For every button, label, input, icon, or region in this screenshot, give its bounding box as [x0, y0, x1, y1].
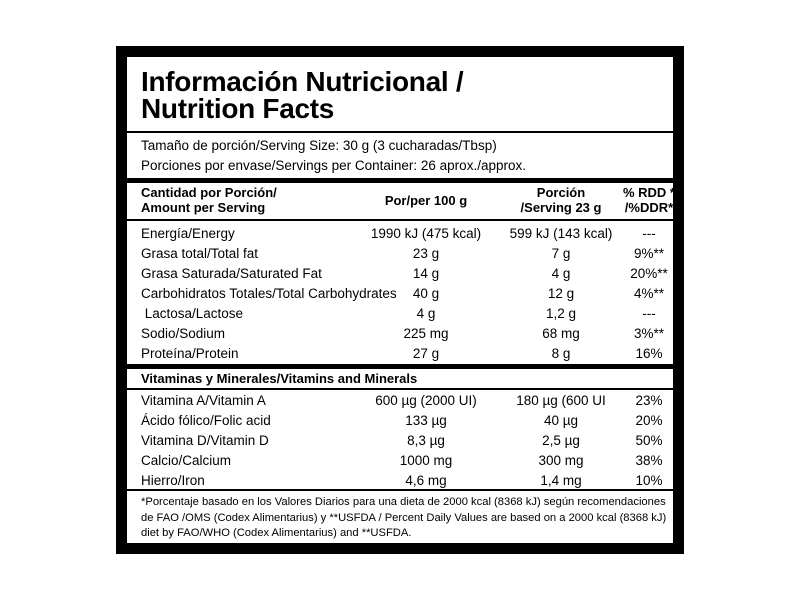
- nutrient-per100: 40 g: [412, 286, 440, 301]
- serving-size: Tamaño de porción/Serving Size: 30 g (3 cucharadas/Tbsp): [141, 138, 497, 153]
- nutrient-rdd: 9%**: [633, 246, 665, 261]
- nutrient-rdd: 16%: [635, 346, 663, 361]
- vitamin-per100: 1000 mg: [399, 453, 453, 468]
- nutrient-per100: 1990 kJ (475 kcal): [370, 226, 482, 241]
- nutrient-name: Energía/Energy: [141, 226, 235, 241]
- label-title: [141, 68, 463, 122]
- nutrient-name: Lactosa/Lactose: [141, 306, 244, 321]
- nutrient-rdd: ---: [642, 226, 656, 241]
- nutrient-serving: 8 g: [551, 346, 571, 361]
- vitamin-serving: 1,4 mg: [540, 473, 582, 488]
- nutrient-name: Carbohidratos Totales/Total Carbohydrates: [141, 286, 397, 301]
- vitamin-serving: 40 µg: [543, 413, 579, 428]
- nutrient-serving: 12 g: [547, 286, 575, 301]
- header-rdd: [605, 185, 693, 215]
- vitamin-rdd: 20%: [635, 413, 663, 428]
- header-col1-line1: Cantidad por Porción/: [141, 185, 277, 200]
- vitamin-serving: 180 µg (600 UI: [516, 393, 606, 408]
- nutrient-per100: 27 g: [412, 346, 440, 361]
- divider-vitamins: [127, 388, 673, 390]
- vitamin-per100: 4,6 mg: [405, 473, 447, 488]
- header-col3-line1: Porción: [536, 185, 586, 200]
- vitamin-rdd: 10%: [635, 473, 663, 488]
- vitamin-rdd: 38%: [635, 453, 663, 468]
- divider-footnote: [127, 489, 673, 491]
- header-per-100g: Por/per 100 g: [384, 193, 468, 208]
- vitamin-per100: 600 µg (2000 UI): [375, 393, 477, 408]
- divider-header-body: [127, 219, 673, 221]
- nutrient-per100: 4 g: [416, 306, 436, 321]
- header-col3-line2: /Serving 23 g: [520, 200, 602, 215]
- nutrient-name: Proteína/Protein: [141, 346, 239, 361]
- vitamin-per100: 8,3 µg: [407, 433, 445, 448]
- footnote: *Porcentaje basado en los Valores Diarios para una dieta de 2000 kcal (8368 kJ) según recomendaciones de FAO /OMS (Codex Alimentarius) y **USFDA / Percent Daily Values are based on a 2000 kcal (8368 kJ) diet by FAO/WHO (Codex Alimentarius) and **USFDA.: [141, 496, 667, 539]
- header-col4-line2: /%DDR*: [624, 200, 674, 215]
- vitamin-name: Vitamina D/Vitamin D: [141, 433, 269, 448]
- nutrient-name: Grasa total/Total fat: [141, 246, 259, 261]
- vitamin-name: Vitamina A/Vitamin A: [141, 393, 266, 408]
- nutrient-per100: 225 mg: [403, 326, 449, 341]
- vitamin-name: Hierro/Iron: [141, 473, 205, 488]
- nutrient-serving: 7 g: [551, 246, 571, 261]
- divider-thick-header: [127, 178, 673, 183]
- nutrient-rdd: 3%**: [633, 326, 665, 341]
- servings-per-container: Porciones por envase/Servings per Container: 26 aprox./approx.: [141, 158, 526, 173]
- vitamin-rdd: 23%: [635, 393, 663, 408]
- vitamin-serving: 2,5 µg: [542, 433, 580, 448]
- nutrient-per100: 14 g: [412, 266, 440, 281]
- vitamin-name: Calcio/Calcium: [141, 453, 232, 468]
- nutrient-name: Sodio/Sodium: [141, 326, 226, 341]
- vitamin-rdd: 50%: [635, 433, 663, 448]
- vitamin-serving: 300 mg: [538, 453, 584, 468]
- vitamin-name: Ácido fólico/Folic acid: [141, 413, 271, 428]
- header-col4-line1: % RDD *: [622, 185, 675, 200]
- vitamins-section-title: Vitaminas y Minerales/Vitamins and Minerals: [141, 371, 418, 386]
- nutrition-facts-label: [116, 46, 684, 554]
- nutrient-serving: 599 kJ (143 kcal): [509, 226, 613, 241]
- header-amount-per-serving: [141, 185, 277, 215]
- title-line-1: Información Nutricional /: [141, 66, 464, 97]
- nutrient-rdd: 20%**: [630, 266, 668, 281]
- nutrient-rdd: ---: [642, 306, 656, 321]
- vitamin-per100: 133 µg: [405, 413, 447, 428]
- header-col1-line2: Amount per Serving: [141, 200, 266, 215]
- nutrient-serving: 1,2 g: [545, 306, 577, 321]
- nutrient-serving: 4 g: [551, 266, 571, 281]
- nutrient-rdd: 4%**: [633, 286, 665, 301]
- nutrient-per100: 23 g: [412, 246, 440, 261]
- title-line-2: Nutrition Facts: [141, 93, 335, 124]
- divider-title: [127, 131, 673, 133]
- nutrient-serving: 68 mg: [542, 326, 580, 341]
- nutrient-name: Grasa Saturada/Saturated Fat: [141, 266, 322, 281]
